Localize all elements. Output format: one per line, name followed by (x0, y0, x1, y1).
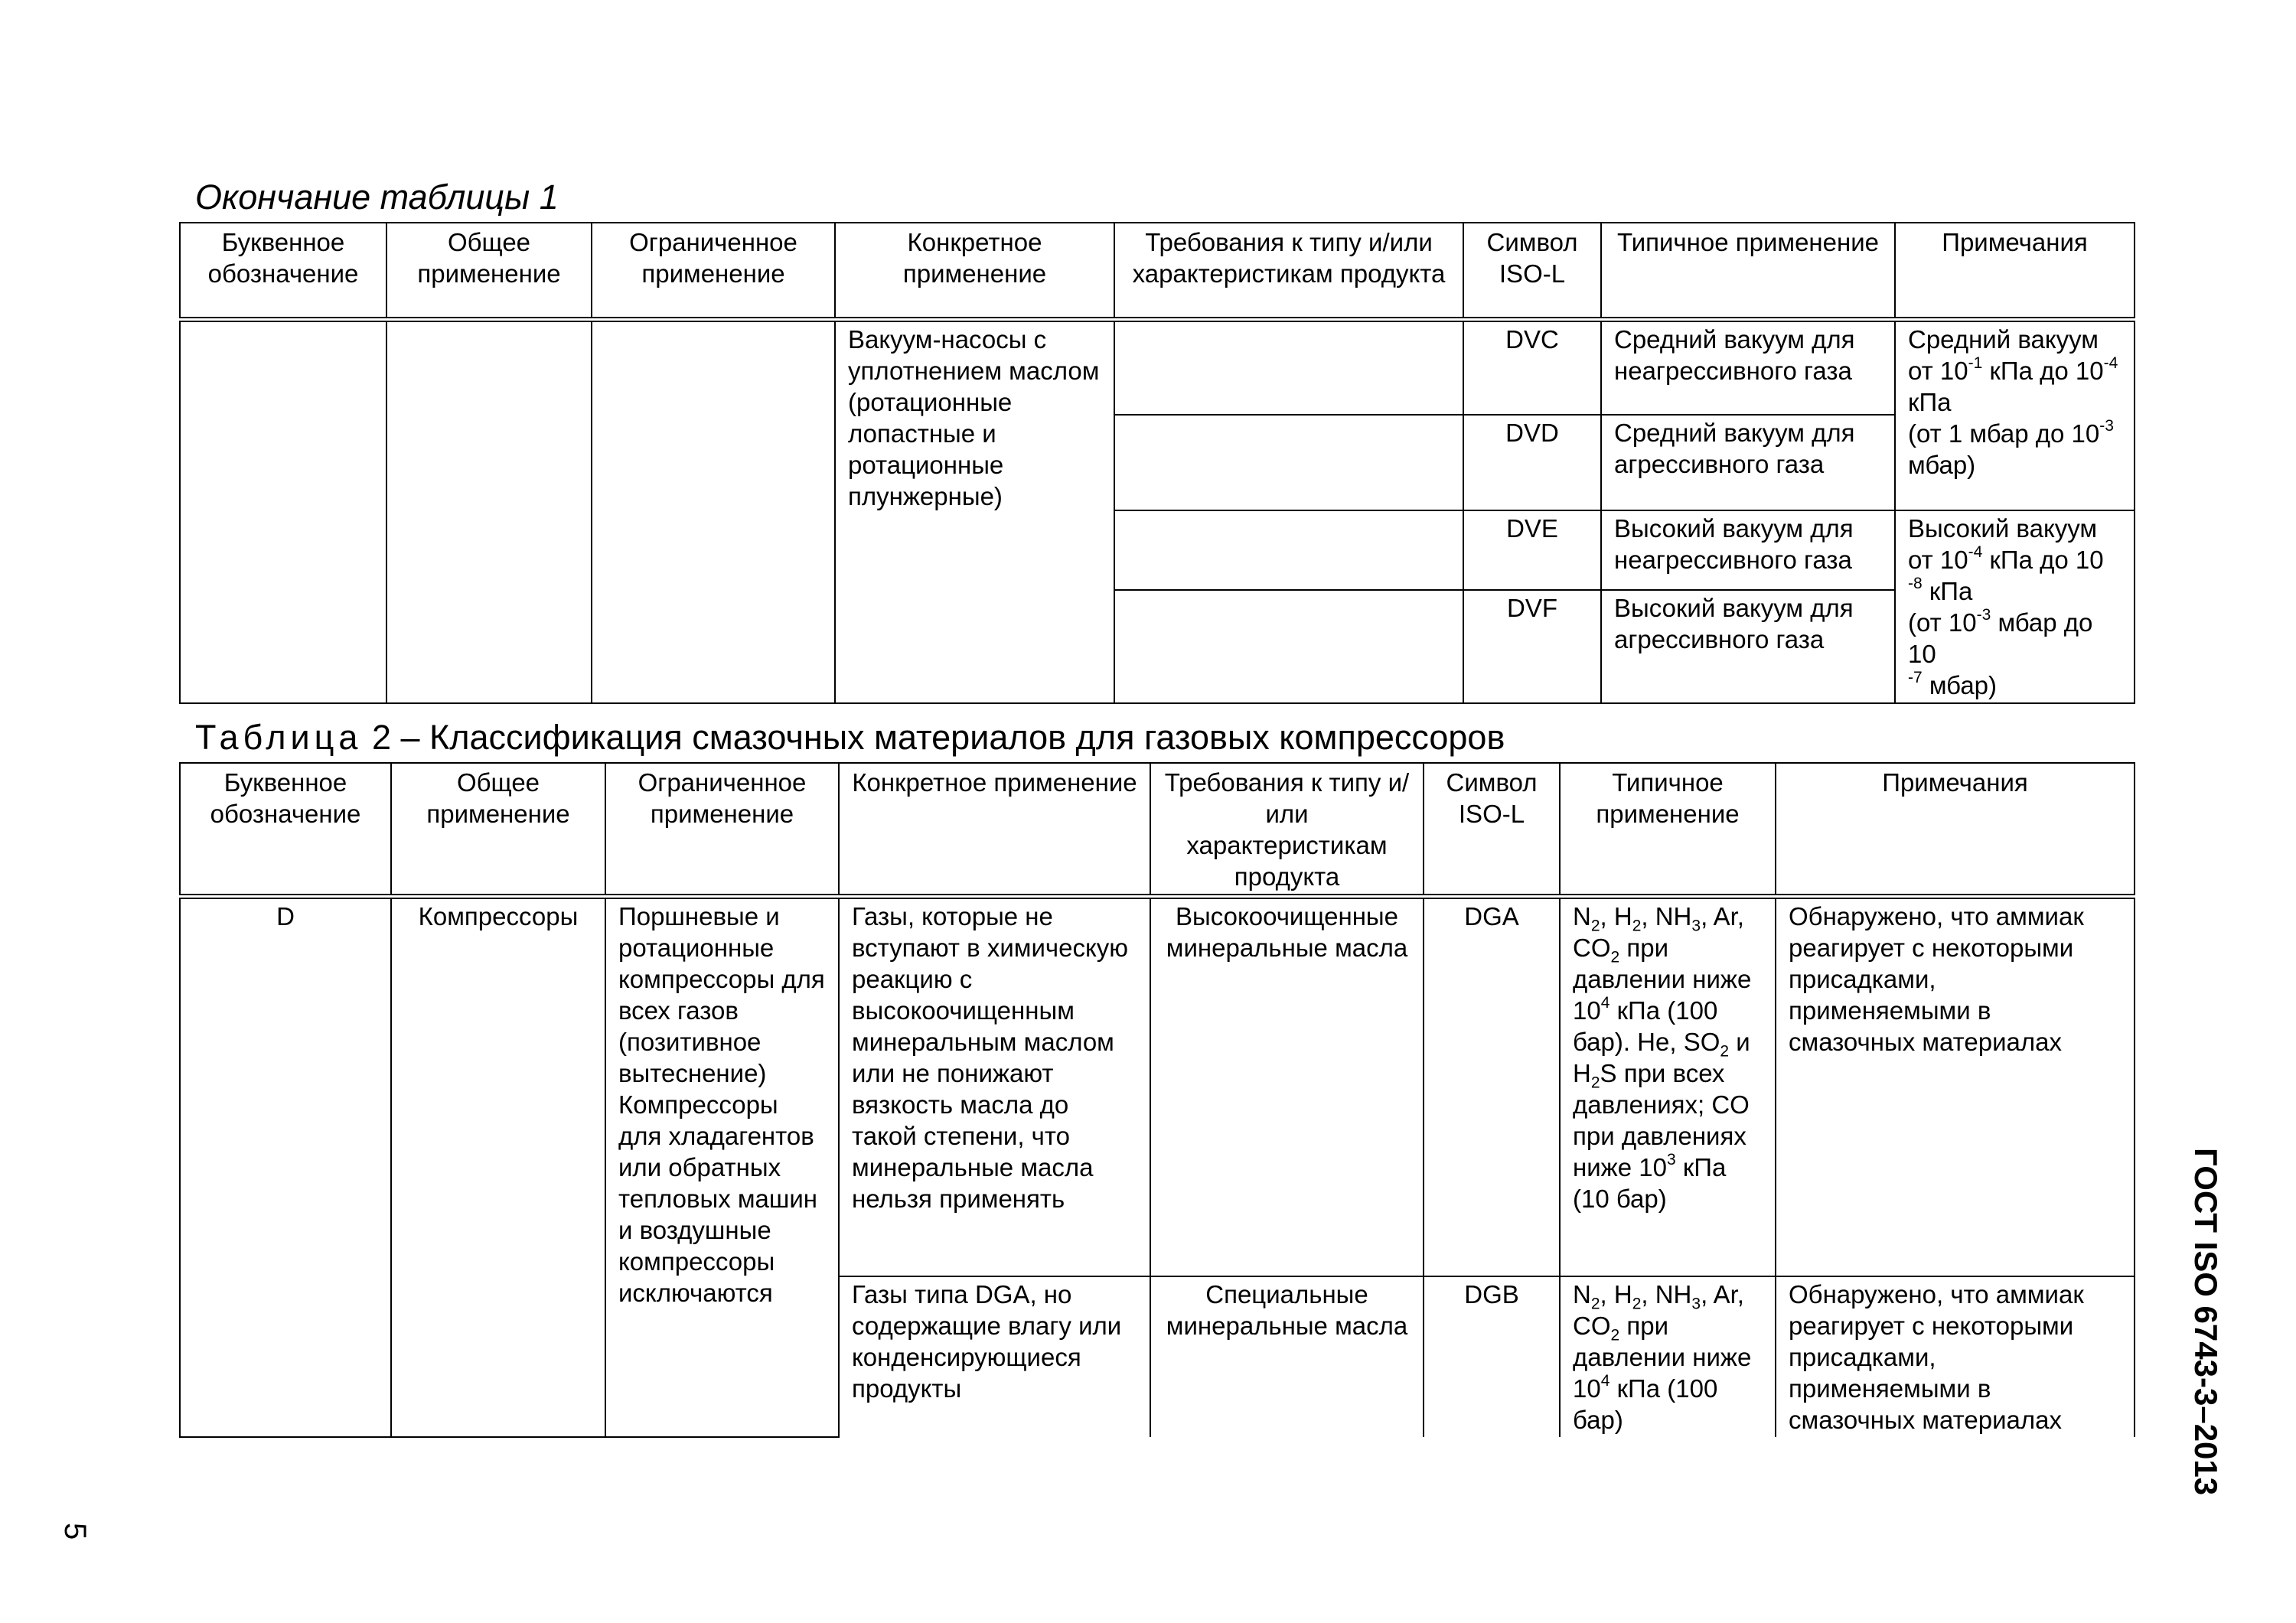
note-medium-vacuum: Средний вакуум от $10^{-1}$ кПа до $10^{-4}$ кПа (от 1 мбар до $10^{-3}$ мбар) (1895, 319, 2135, 510)
iso-symbol: DVE (1463, 510, 1601, 590)
iso-symbol: DVF (1463, 590, 1601, 703)
note-high-vacuum: Высокий вакуум от $10^{-4}$ кПа до 10 $^{-8}$ кПа (от $10^{-3}$ мбар до 10 $^{-7}$ мбар) (1895, 510, 2135, 703)
product-requirements: Высокоочищенные минеральные масла (1150, 897, 1424, 1276)
header-cell: Примечания (1776, 763, 2135, 897)
header-cell: Типичное применение (1601, 223, 1895, 319)
notes: Обнаружено, что аммиак реагирует с некоторыми присадками, применяемыми в смазочных материалах (1776, 897, 2135, 1276)
iso-symbol: DVC (1463, 319, 1601, 415)
specific-application-cell: Вакуум-насосы с уплотнением маслом (ротационные лопастные и ротационные плунжерные) (835, 319, 1114, 703)
header-cell: Буквенное обозначение (180, 763, 391, 897)
table1 (179, 222, 2135, 704)
table2-header-row (180, 763, 2135, 897)
letter-designation: D (180, 897, 391, 1437)
typical-application: Средний вакуум для неагрессивного газа (1601, 319, 1895, 415)
typical-application: Высокий вакуум для агрессивного газа (1601, 590, 1895, 703)
specific-application: Газы, которые не вступают в химическую реакцию с высокоочищенным минеральным маслом или не понижают вязкость масла до такой степени, что минеральные масла нельзя применять (839, 897, 1150, 1276)
iso-symbol: DGA (1424, 897, 1560, 1276)
header-cell: Конкретное применение (835, 223, 1114, 319)
iso-symbol: DGB (1424, 1276, 1560, 1437)
table-cell (180, 319, 386, 703)
header-cell: Символ ISO-L (1463, 223, 1601, 319)
header-cell: Символ ISO-L (1424, 763, 1560, 897)
header-cell: Конкретное применение (839, 763, 1150, 897)
typical-application: $N_2$, $H_2$, $NH_3$, Ar, $CO_2$ при давлении ниже $10^4$ кПа (100 бар). He, $SO_2$ и $H_2S$ при всех давлениях; CO при давлениях ниже $10^3$ кПа (10 бар) (1560, 897, 1776, 1276)
page-number: 5 (58, 1523, 92, 1540)
table2 (179, 762, 2135, 1438)
typical-application: Высокий вакуум для неагрессивного газа (1601, 510, 1895, 590)
standard-title: ГОСТ ISO 6743-3–2013 (2188, 1148, 2224, 1496)
table-row (180, 319, 2135, 415)
typical-application: $N_2$, $H_2$, $NH_3$, Ar, $CO_2$ при давлении ниже $10^4$ кПа (100 бар) (1560, 1276, 1776, 1437)
limited-application: Поршневые и ротационные компрессоры для всех газов (позитивное вытеснение) Компрессоры для хладагентов или обратных тепловых машин и воздушные компрессоры исключаются (605, 897, 839, 1437)
typical-application: Средний вакуум для агрессивного газа (1601, 415, 1895, 510)
header-cell: Буквенное обозначение (180, 223, 386, 319)
table-cell (1114, 510, 1463, 590)
table-cell (386, 319, 592, 703)
header-cell: Ограниченное применение (592, 223, 835, 319)
header-cell: Типичное применение (1560, 763, 1776, 897)
table-row (180, 897, 2135, 1276)
header-cell: Ограниченное применение (605, 763, 839, 897)
product-requirements: Специальные минеральные масла (1150, 1276, 1424, 1437)
header-cell: Примечания (1895, 223, 2135, 319)
specific-application: Газы типа DGA, но содержащие влагу или конденсирующиеся продукты (839, 1276, 1150, 1437)
table-cell (592, 319, 835, 703)
header-cell: Требования к типу и/или характеристикам продукта (1114, 223, 1463, 319)
table2-caption: Таблица 2 – Классификация смазочных материалов для газовых компрессоров (195, 718, 1505, 757)
header-cell: Требования к типу и/или характеристикам продукта (1150, 763, 1424, 897)
table1-header-row (180, 223, 2135, 319)
header-cell: Общее применение (391, 763, 605, 897)
table1-caption: Окончание таблицы 1 (195, 178, 559, 217)
table-cell (1114, 415, 1463, 510)
notes: Обнаружено, что аммиак реагирует с некоторыми присадками, применяемыми в смазочных материалах (1776, 1276, 2135, 1437)
header-cell: Общее применение (386, 223, 592, 319)
iso-symbol: DVD (1463, 415, 1601, 510)
general-application: Компрессоры (391, 897, 605, 1437)
table-cell (1114, 590, 1463, 703)
table-cell (1114, 319, 1463, 415)
